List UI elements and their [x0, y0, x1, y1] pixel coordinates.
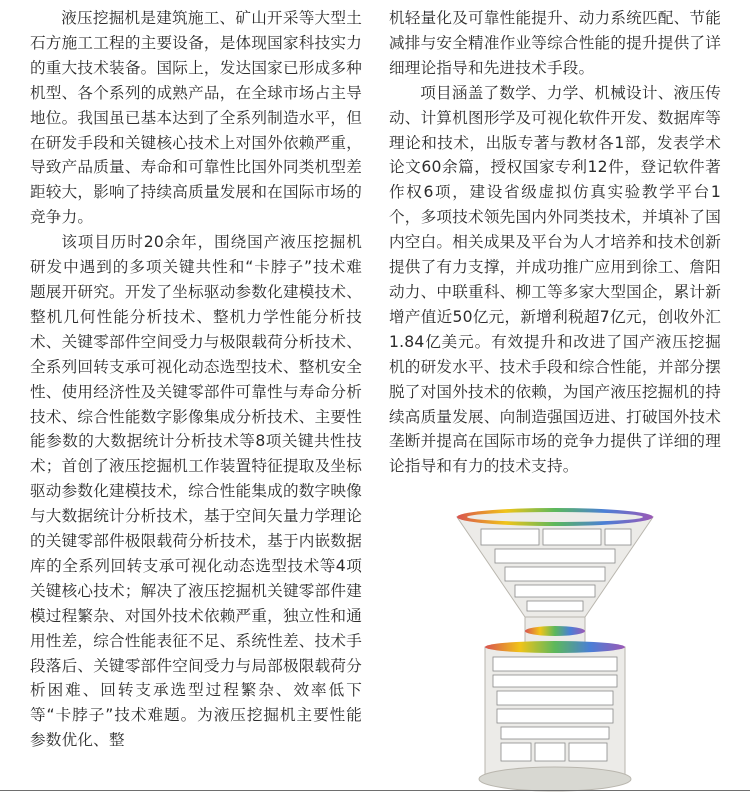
paragraph-2: 该项目历时20余年，围绕国产液压挖掘机研发中遇到的多项关键共性和“卡脖子”技术难题展开研究。开发了坐标驱动参数化建模技术、整机几何性能分析技术、整机力学性能分析技术、关键零部件空间受力与极限载荷分析技术、全系列回转支承可视化动态选型技术、整机安全性、使用经济性及关键零部件可靠性与寿命分析技术、综合性能数字影像集成分析技术、主要性能参数的大数据统计分析技术等8项关键共性技术；首创了液压挖掘机工作装置特征提取及坐标驱动参数化建模技术，综合性能集成的数字映像与大数据统计分析技术，基于空间矢量力学理论的关键零部件极限载荷分析技术，基于内嵌数据库的全系列回转支承可视化动态选型技术等4项关键核心技术；解决了液压挖掘机关键零部件建模过程繁杂、对国外技术依赖严重，独立性和通用性差，综合性能表征不足、系统性差、技术手段落后、关键零部件空间受力与局部极限载荷分析困难、回转支承选型过程繁杂、效率低下等“卡脖子”技术难题。为液压挖掘机主要性能参数优化、整	[30, 233, 362, 750]
funnel-rim-inner	[467, 512, 643, 522]
paragraph-1: 液压挖掘机是建筑施工、矿山开采等大型土石方施工工程的主要设备，是体现国家科技实力的重大技术装备。国际上，发达国家已形成多种机型、各个系列的成熟产品，在全球市场占主导地位。我国虽已基本达到了全系列制造水平，但在研发手段和关键核心技术上对国外依赖严重，导致产品质量、寿命和可靠性比国外同类机型差距较大，影响了持续高质量发展和在国际市场的竞争力。	[30, 9, 362, 227]
technology-system-funnel-diagram	[455, 505, 655, 795]
body-top-band	[485, 641, 625, 653]
paragraph-2-continued: 机轻量化及可靠性能提升、动力系统匹配、节能减排与安全精准作业等综合性能的提升提供了详细理论指导和先进技术手段。	[389, 9, 721, 77]
funnel-base	[479, 767, 631, 791]
left-text-column	[30, 6, 362, 753]
paragraph-3: 项目涵盖了数学、力学、机械设计、液压传动、计算机图形学及可视化软件开发、数据库等理论和技术，出版专著与教材各1部，发表学术论文60余篇，授权国家专利12件，登记软件著作权6项，建设省级虚拟仿真实验教学平台1个，多项技术领先国内外同类技术，并填补了国内空白。相关成果及平台为人才培养和技术创新提供了有力支撑，并成功推广应用到徐工、詹阳动力、中联重科、柳工等多家大型国企，累计新增产值近50亿元，新增利税超7亿元，创收外汇1.84亿美元。有效提升和改进了国产液压挖掘机的研发水平、技术手段和综合性能，并部分摆脱了对国外技术的依赖，为国产液压挖掘机的持续高质量发展、向制造强国迈进、打破国外技术垄断并提高在国际市场的竞争力提供了详细的理论指导和有力的技术支持。	[389, 83, 721, 476]
bottom-rule	[0, 790, 750, 791]
right-text-column	[389, 6, 721, 479]
neck-band	[525, 626, 585, 636]
